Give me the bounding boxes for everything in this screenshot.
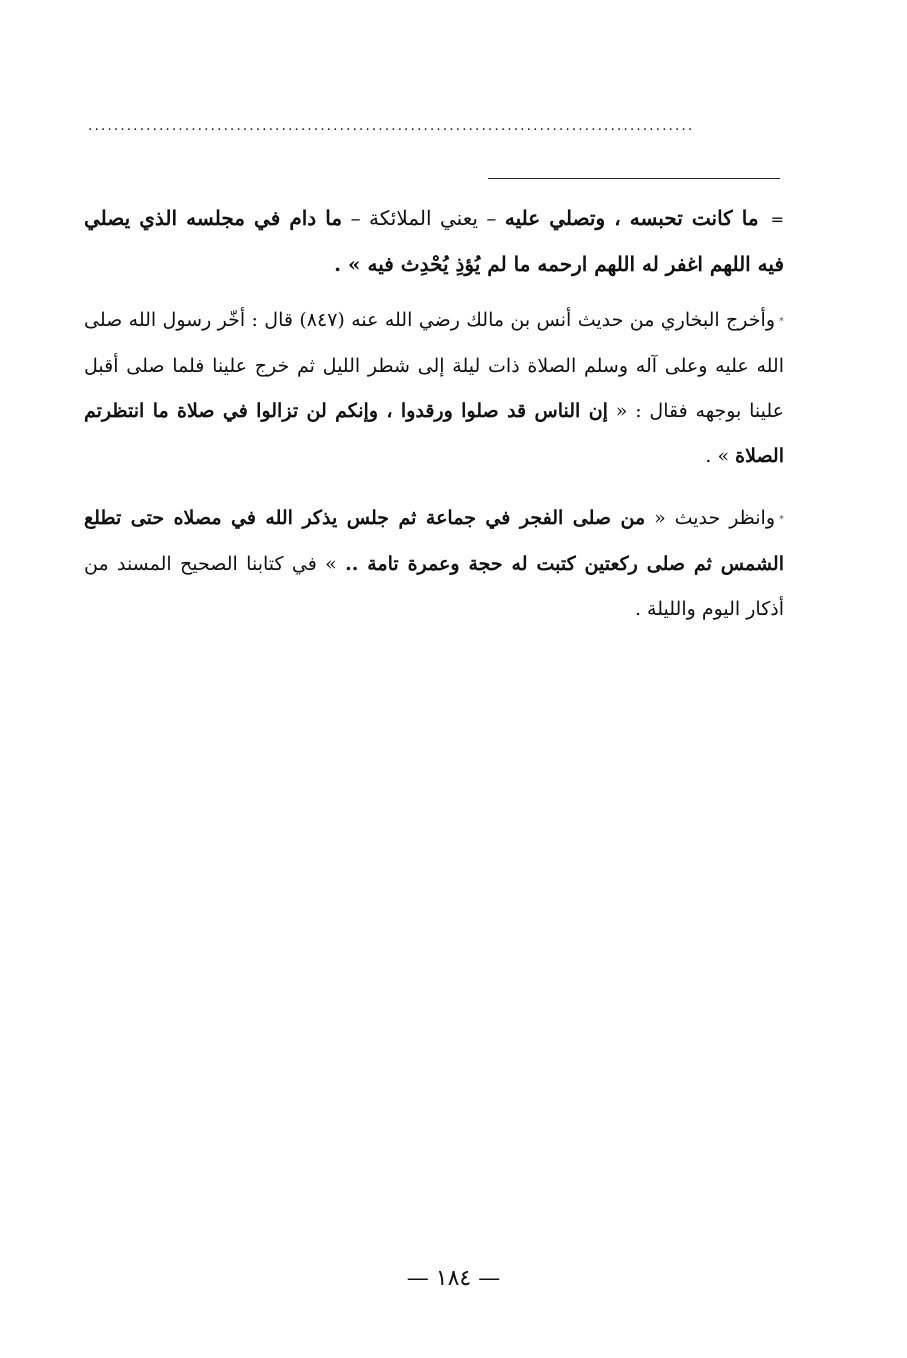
paragraph-2-intro: وانظر حديث «	[645, 507, 775, 529]
paragraph-1-text: وأخرج البخاري من حديث أنس بن مالك رضي الله عنه (٨٤٧) قال : أخّر رسول الله صلى الله عليه وعلى آله وسلم الصلاة ذات ليلة إلى شطر الليل ثم خرج علينا فلما صلى أقبل علينا بوجهه فقال : «	[84, 309, 784, 422]
paragraph-bukhari	[84, 298, 784, 479]
footnote-continuation	[84, 196, 784, 286]
footnote-rule	[488, 178, 780, 179]
paragraph-see-also	[84, 496, 784, 632]
star-icon: *	[779, 315, 784, 327]
paragraph-1-end: » .	[705, 444, 736, 467]
page-number: — ١٨٤ —	[406, 1266, 501, 1291]
footnote-bold-text-2: ما دام في مجلسه الذي يصلي فيه اللهم اغفر له اللهم ارحمه ما لم يُؤذِ يُحْدِث فيه » .	[84, 206, 784, 276]
star-icon: *	[779, 513, 784, 525]
footnote-bold-text-1: ما كانت تحبسه ، وتصلي عليه	[504, 206, 759, 230]
footnote-separator-dots: ..............................................................................................	[88, 118, 695, 134]
continuation-mark: =	[770, 210, 784, 229]
paragraph-2-end: » في كتابنا الصحيح المسند من أذكار اليوم والليلة .	[84, 552, 784, 620]
footnote-normal-text: – يعني الملائكة –	[342, 206, 505, 230]
hadith-quote-1: إن الناس قد صلوا ورقدوا ، وإنكم لن تزالوا في صلاة ما انتظرتم الصلاة	[84, 399, 784, 467]
hadith-quote-2: من صلى الفجر في جماعة ثم جلس يذكر الله في مصلاه حتى تطلع الشمس ثم صلى ركعتين كتبت له حجة وعمرة تامة ..	[84, 507, 784, 575]
